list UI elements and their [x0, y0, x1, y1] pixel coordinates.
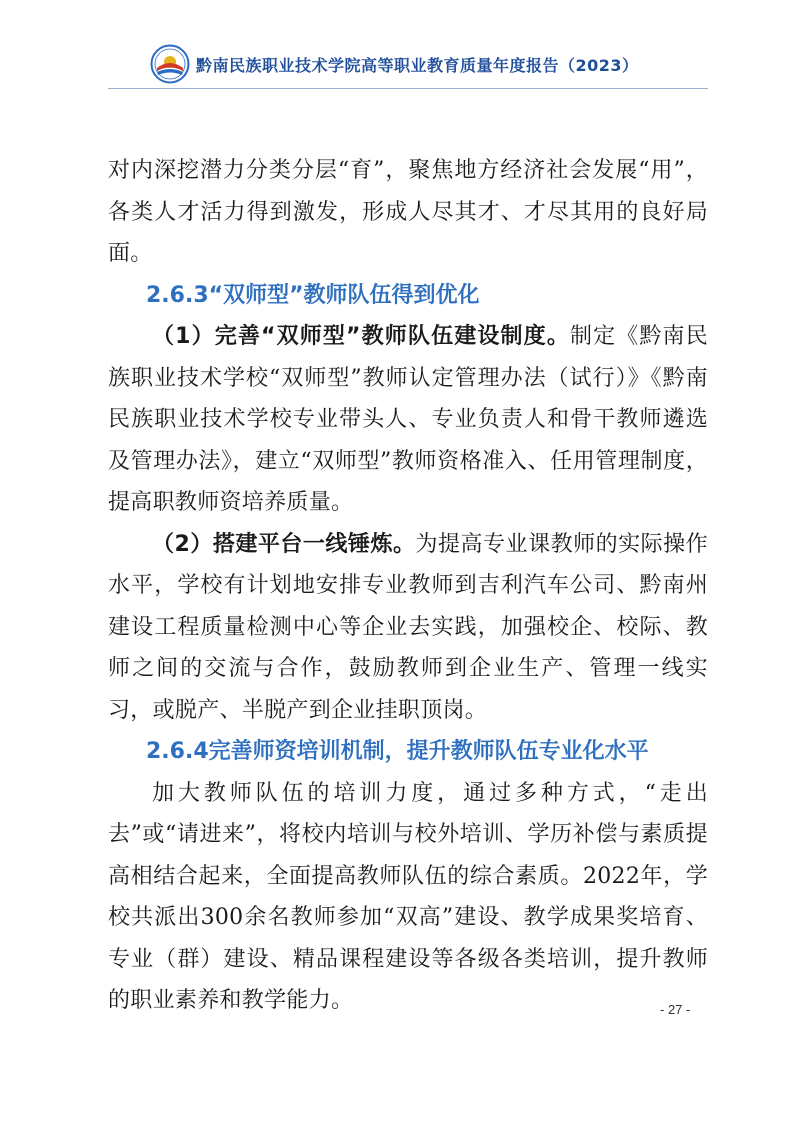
header-divider	[108, 88, 708, 89]
section-heading-2-6-3: 2.6.3“双师型”教师队伍得到优化	[146, 282, 480, 308]
paragraph-body-2: 为提高专业课教师的实际操作水平，学校有计划地安排专业教师到吉利汽车公司、黔南州建设工程质量检测中心等企业去实践，加强校企、校际、教师之间的交流与合作，鼓励教师到企业生产、管理一线实习，或脱产、半脱产到企业挂职顶岗。	[108, 531, 708, 723]
page-header	[150, 44, 639, 84]
paragraph-continuation: 对内深挖潜力分类分层“育”，聚焦地方经济社会发展“用”，各类人才活力得到激发，形成人尽其才、才尽其用的良好局面。	[108, 158, 708, 266]
header-title: 黔南民族职业技术学院高等职业教育质量年度报告（2023）	[196, 55, 639, 75]
school-logo-icon	[150, 44, 190, 84]
paragraph-body-1: 制定《黔南民族职业技术学校“双师型”教师认定管理办法（试行）》《黔南民族职业技术学校专业带头人、专业负责人和骨干教师遴选及管理办法》，建立“双师型”教师资格准入、任用管理制度，提高职教师资培养质量。	[108, 324, 708, 515]
paragraph-teacher-training: 加大教师队伍的培训力度，通过多种方式，“走出去”或“请进来”，将校内培训与校外培训、学历补偿与素质提高相结合起来，全面提高教师队伍的综合素质。2022年，学校共派出300余名教师参加“双高”建设、教学成果奖培育、专业（群）建设、精品课程建设等各级各类培训，提升教师的职业素养和教学能力。	[108, 780, 708, 1013]
paragraph-lead-1: （1）完善“双师型”教师队伍建设制度。	[152, 324, 570, 349]
section-heading-2-6-4: 2.6.4完善师资培训机制，提升教师队伍专业化水平	[146, 739, 649, 764]
paragraph-platform-training	[108, 524, 708, 732]
document-body	[108, 150, 708, 1022]
paragraph-lead-2: （2）搭建平台一线锤炼。	[152, 531, 416, 557]
page-number: - 27 -	[660, 1002, 691, 1017]
paragraph-double-qualified-system	[108, 316, 708, 524]
